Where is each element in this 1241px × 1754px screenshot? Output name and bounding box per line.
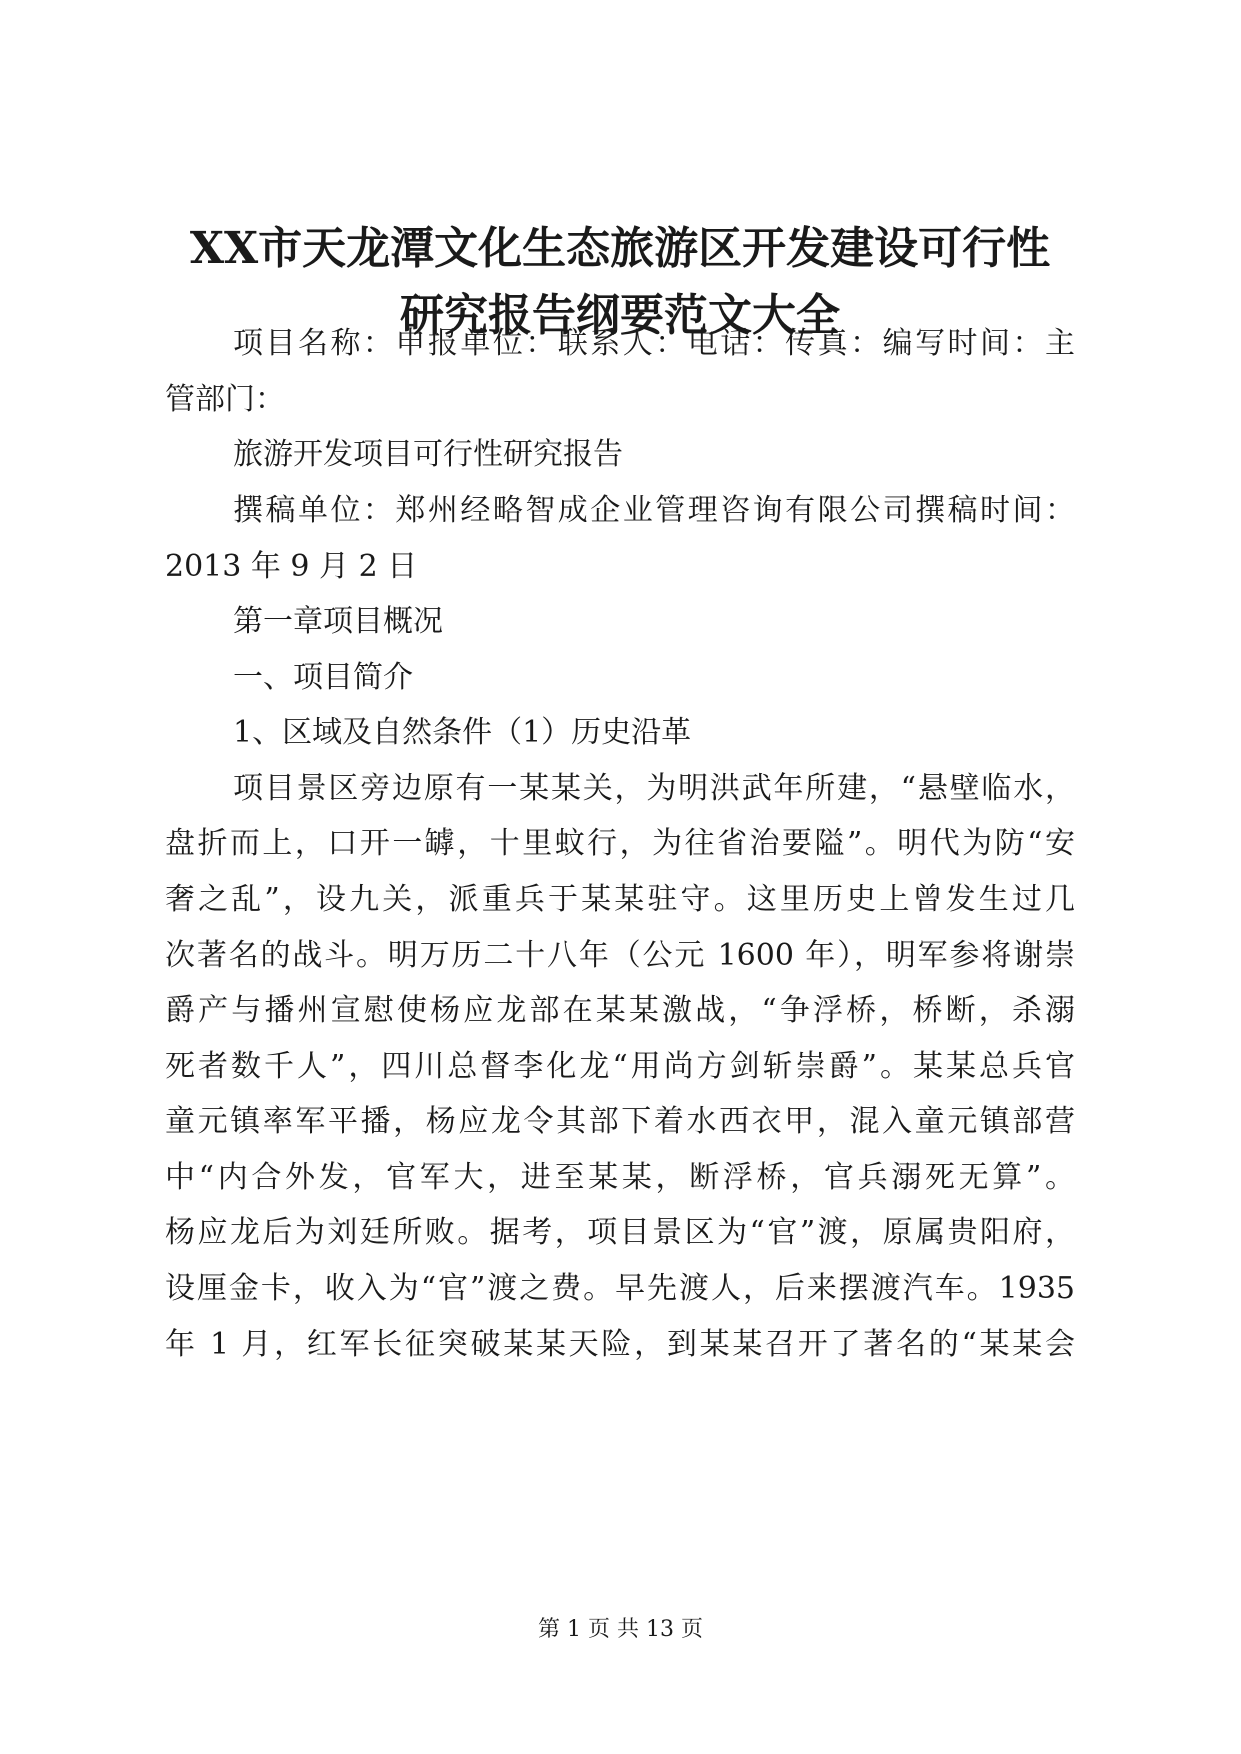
project-info-line-cont: 管部门： — [165, 382, 285, 417]
body-text-line: 项目景区旁边原有一某某关，为明洪武年所建，“悬壁临水， — [233, 771, 1075, 806]
document-title-line-1: XX市天龙潭文化生态旅游区开发建设可行性 — [189, 223, 1051, 274]
report-subtitle: 旅游开发项目可行性研究报告 — [233, 437, 623, 472]
body-text-line: 死者数千人”，四川总督李化龙“用尚方剑斩崇爵”。某某总兵官 — [165, 1049, 1075, 1084]
subsection-heading: 1、区域及自然条件（1）历史沿革 — [233, 715, 692, 750]
body-text-line: 设厘金卡，收入为“官”渡之费。早先渡人，后来摆渡汽车。1935 — [165, 1271, 1075, 1306]
chapter-heading: 第一章项目概况 — [233, 604, 443, 639]
body-text-line: 盘折而上，口开一罅，十里蚊行，为往省治要隘”。明代为防“安 — [165, 826, 1075, 861]
author-date-line: 2013 年 9 月 2 日 — [165, 549, 418, 584]
body-text-line: 杨应龙后为刘廷所败。据考，项目景区为“官”渡，原属贵阳府， — [165, 1215, 1075, 1250]
body-text-line: 次著名的战斗。明万历二十八年（公元 1600 年），明军参将谢崇 — [165, 938, 1075, 973]
author-unit-line: 撰稿单位：郑州经略智成企业管理咨询有限公司撰稿时间： — [233, 493, 1075, 528]
body-text-line: 中“内合外发，官军大，进至某某，断浮桥，官兵溺死无算”。 — [165, 1160, 1075, 1195]
body-text-line: 爵产与播州宣慰使杨应龙部在某某激战，“争浮桥，桥断，杀溺 — [165, 993, 1075, 1028]
body-text-line: 奢之乱”，设九关，派重兵于某某驻守。这里历史上曾发生过几 — [165, 882, 1075, 917]
document-title-line-2: 研究报告纲要范文大全 — [400, 290, 840, 341]
body-text-line: 年 1 月，红军长征突破某某天险，到某某召开了著名的“某某会 — [165, 1327, 1075, 1362]
project-info-line: 项目名称：申报单位：联系人：电话：传真：编写时间：主 — [233, 326, 1075, 361]
section-heading: 一、项目简介 — [233, 660, 413, 695]
page-footer: 第 1 页 共 13 页 — [538, 1617, 703, 1642]
body-text-line: 童元镇率军平播，杨应龙令其部下着水西衣甲，混入童元镇部营 — [165, 1104, 1075, 1139]
